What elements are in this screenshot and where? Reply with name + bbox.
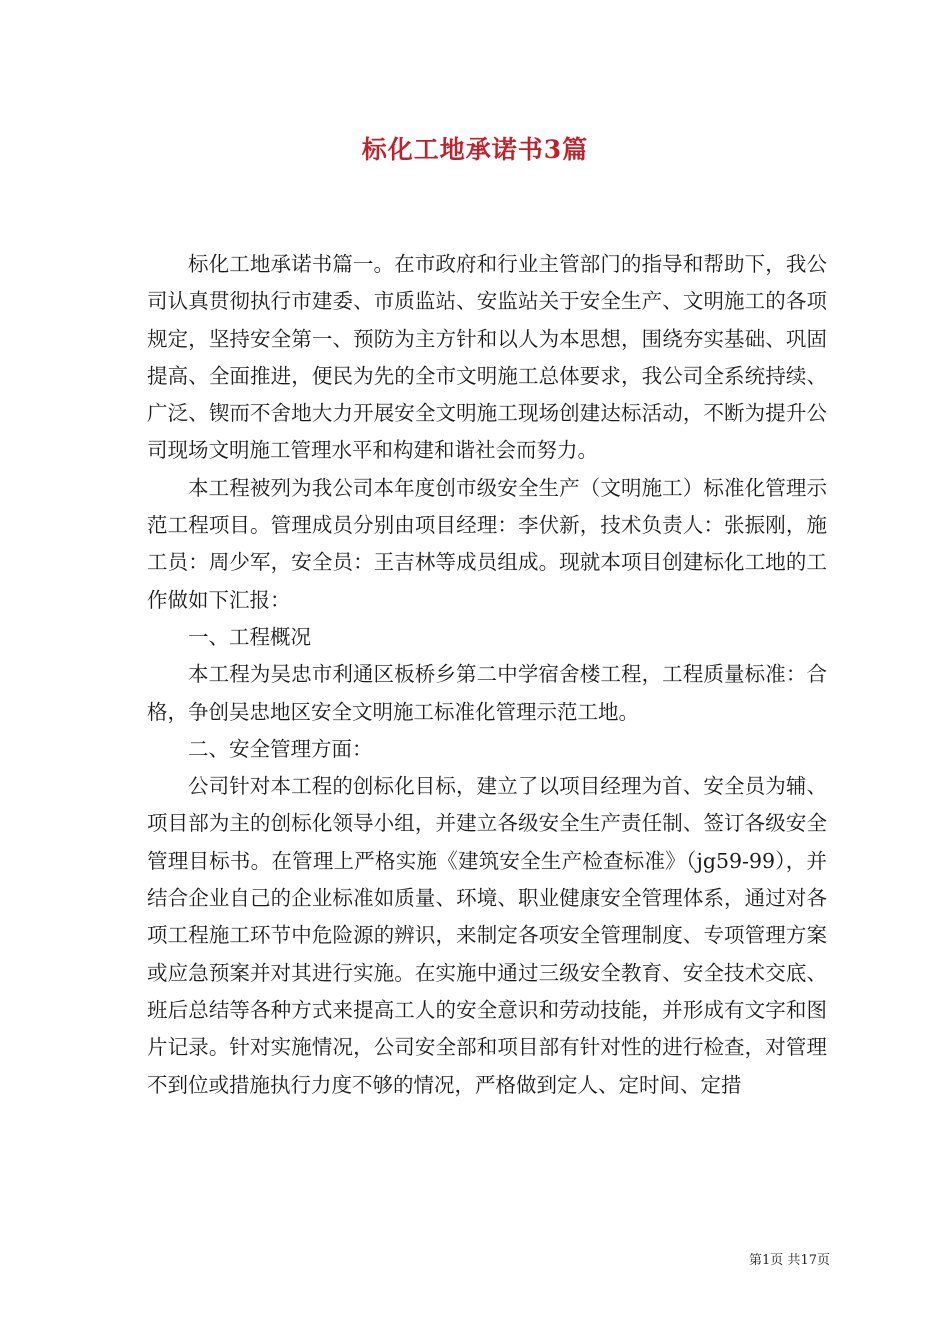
- document-body: [147, 246, 827, 1104]
- footer-suffix: 页: [816, 1253, 830, 1268]
- section-heading-overview: 一、工程概况: [188, 624, 311, 649]
- paragraph-safety: 公司针对本工程的创标化目标，建立了以项目经理为首、安全员为辅、项目部为主的创标化领导小组，并建立各级安全生产责任制、签订各级安全管理目标书。在管理上严格实施《建筑安全生产检查标准》（jg59-99），并结合企业自己的企业标准如质量、环境、职业健康安全管理体系，通过对各项工程施工环节中危险源的辨识，来制定各项安全管理制度、专项管理方案或应急预案并对其进行实施。在实施中通过三级安全教育、安全技术交底、班后总结等各种方式来提高工人的安全意识和劳动技能，并形成有文字和图片记录。针对实施情况，公司安全部和项目部有针对性的进行检查，对管理不到位或措施执行力度不够的情况，严格做到定人、定时间、定措: [147, 774, 827, 1097]
- paragraph-project: 本工程被列为我公司本年度创市级安全生产（文明施工）标准化管理示范工程项目。管理成员分别由项目经理：李伏新，技术负责人：张振刚，施工员：周少军，安全员：王吉林等成员组成。现就本项目创建标化工地的工作做如下汇报：: [147, 475, 827, 612]
- total-pages: 17: [800, 1253, 817, 1268]
- footer-prefix: 第: [749, 1253, 763, 1268]
- document-title: 标化工地承诺书3篇: [361, 135, 589, 164]
- section-heading-safety: 二、安全管理方面：: [188, 736, 373, 761]
- paragraph-overview: 本工程为吴忠市利通区板桥乡第二中学宿舍楼工程，工程质量标准：合格，争创吴忠地区安全文明施工标准化管理示范工地。: [147, 662, 827, 724]
- footer-middle: 页 共: [770, 1253, 801, 1268]
- page-footer: [749, 1249, 830, 1268]
- page-number: 1: [762, 1253, 771, 1268]
- paragraph-intro: 标化工地承诺书篇一。在市政府和行业主管部门的指导和帮助下，我公司认真贯彻执行市建委、市质监站、安监站关于安全生产、文明施工的各项规定，坚持安全第一、预防为主方针和以人为本思想，围绕夯实基础、巩固提高、全面推进，便民为先的全市文明施工总体要求，我公司全系统持续、广泛、锲而不舍地大力开展安全文明施工现场创建达标活动，不断为提升公司现场文明施工管理水平和构建和谐社会而努力。: [147, 252, 827, 463]
